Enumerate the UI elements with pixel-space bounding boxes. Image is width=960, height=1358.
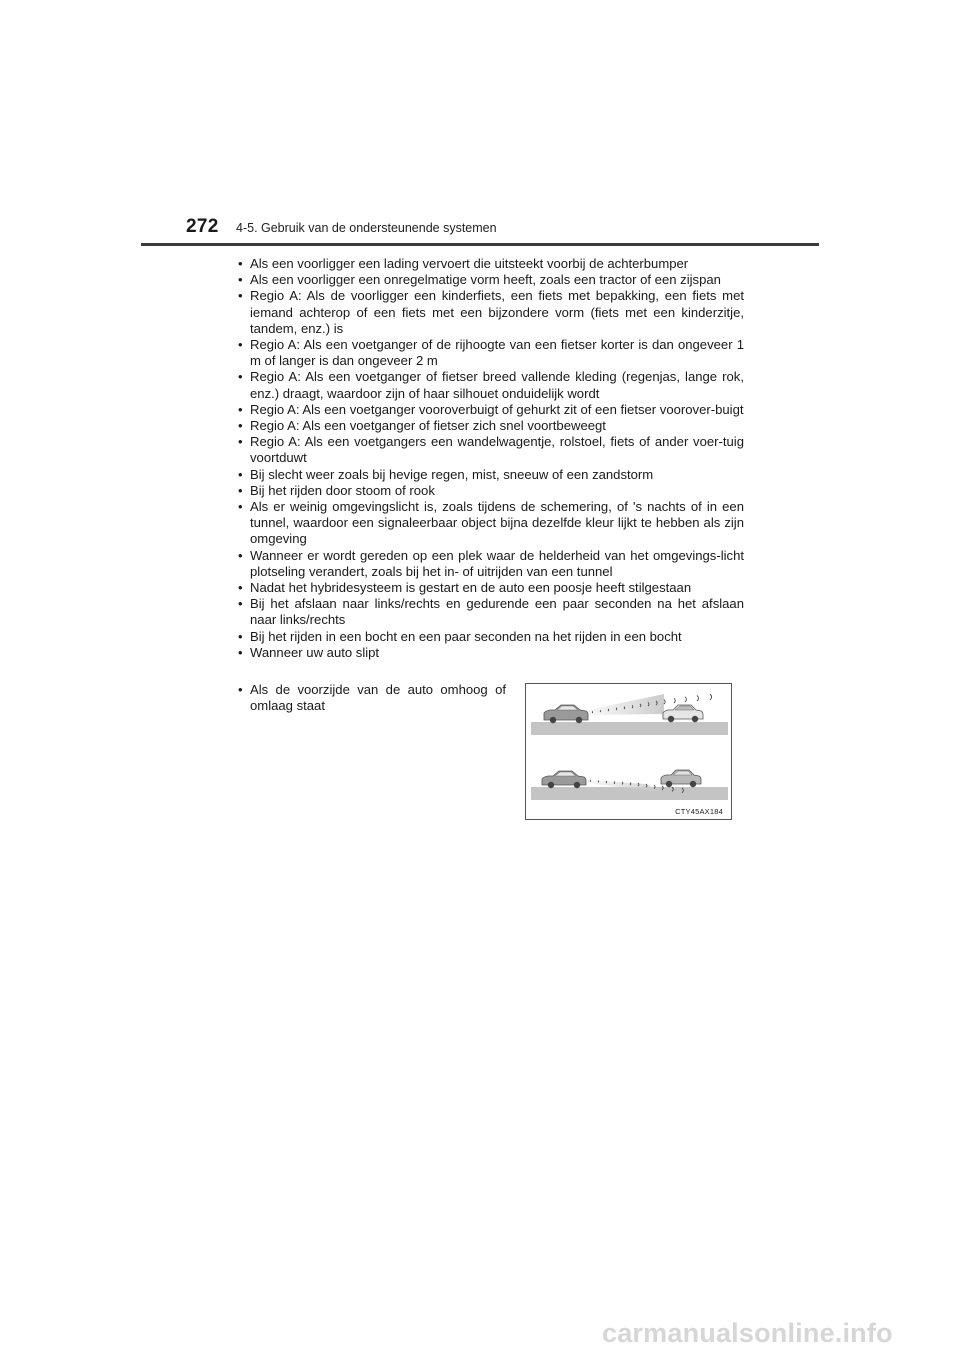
list-item: • Regio A: Als een voetganger of de rijhoogte van een fietser korter is dan ongeveer 1 m of langer is dan ongeveer 2 m (236, 337, 744, 369)
list-item: • Regio A: Als een voetgangers een wandelwagentje, rolstoel, fiets of ander voer-tuig voortduwt (236, 434, 744, 466)
list-item: • Regio A: Als een voetganger vooroverbuigt of gehurkt zit of een fietser voorover-buigt (236, 402, 744, 418)
list-item: • Als de voorzijde van de auto omhoog of omlaag staat (236, 682, 506, 714)
figure-condition-list (236, 682, 506, 714)
road-bottom (531, 787, 728, 800)
vehicle-pitch-illustration (526, 684, 733, 821)
list-item: • Regio A: Als een voetganger of fietser zich snel voortbeweegt (236, 418, 744, 434)
figure-code: CTY45AX184 (675, 807, 723, 816)
section-title: 4-5. Gebruik van de ondersteunende systemen (236, 221, 497, 235)
list-item: • Bij het afslaan naar links/rechts en gedurende een paar seconden na het afslaan naar links/rechts (236, 596, 744, 628)
condition-list (236, 256, 744, 661)
radar-beam-top (588, 694, 664, 715)
preceding-car-bottom (661, 770, 701, 787)
bottom-scene (531, 770, 728, 800)
own-car-top (544, 705, 588, 723)
list-item: • Als een voorligger een lading vervoert die uitsteekt voorbij de achterbumper (236, 256, 744, 272)
list-item: • Als een voorligger een onregelmatige vorm heeft, zoals een tractor of een zijspan (236, 272, 744, 288)
watermark: carmanualsonline.info (602, 1318, 893, 1348)
list-item: • Bij het rijden in een bocht en een paar seconden na het rijden in een bocht (236, 629, 744, 645)
list-item: • Als er weinig omgevingslicht is, zoals tijdens de schemering, of 's nachts of in een tunnel, waardoor een signaleerbaar object bijna dezelfde kleur lijkt te hebben als zijn omgeving (236, 499, 744, 548)
list-item: • Wanneer uw auto slipt (236, 645, 744, 661)
list-item: • Bij slecht weer zoals bij hevige regen, mist, sneeuw of een zandstorm (236, 467, 744, 483)
list-item: • Nadat het hybridesysteem is gestart en de auto een poosje heeft stilgestaan (236, 580, 744, 596)
own-car-bottom (542, 771, 586, 788)
list-item: • Regio A: Als de voorligger een kinderfiets, een fiets met bepakking, een fiets met iemand achterop of een fiets met een bijzondere vorm (fiets met een kinderzitje, tandem, enz.) is (236, 288, 744, 337)
header-divider (141, 243, 819, 246)
page-number: 272 (186, 216, 219, 237)
preceding-car-top (663, 705, 703, 722)
list-item: • Regio A: Als een voetganger of fietser breed vallende kleding (regenjas, lange rok, enz.) draagt, waardoor zijn of haar silhouet onduidelijk wordt (236, 369, 744, 401)
list-item: • Bij het rijden door stoom of rook (236, 483, 744, 499)
top-scene (531, 694, 728, 735)
road-top (531, 722, 728, 735)
illustration-vehicle-pitch (525, 683, 732, 820)
list-item: • Wanneer er wordt gereden op een plek waar de helderheid van het omgevings-licht plotseling verandert, zoals bij het in- of uitrijden van een tunnel (236, 548, 744, 580)
